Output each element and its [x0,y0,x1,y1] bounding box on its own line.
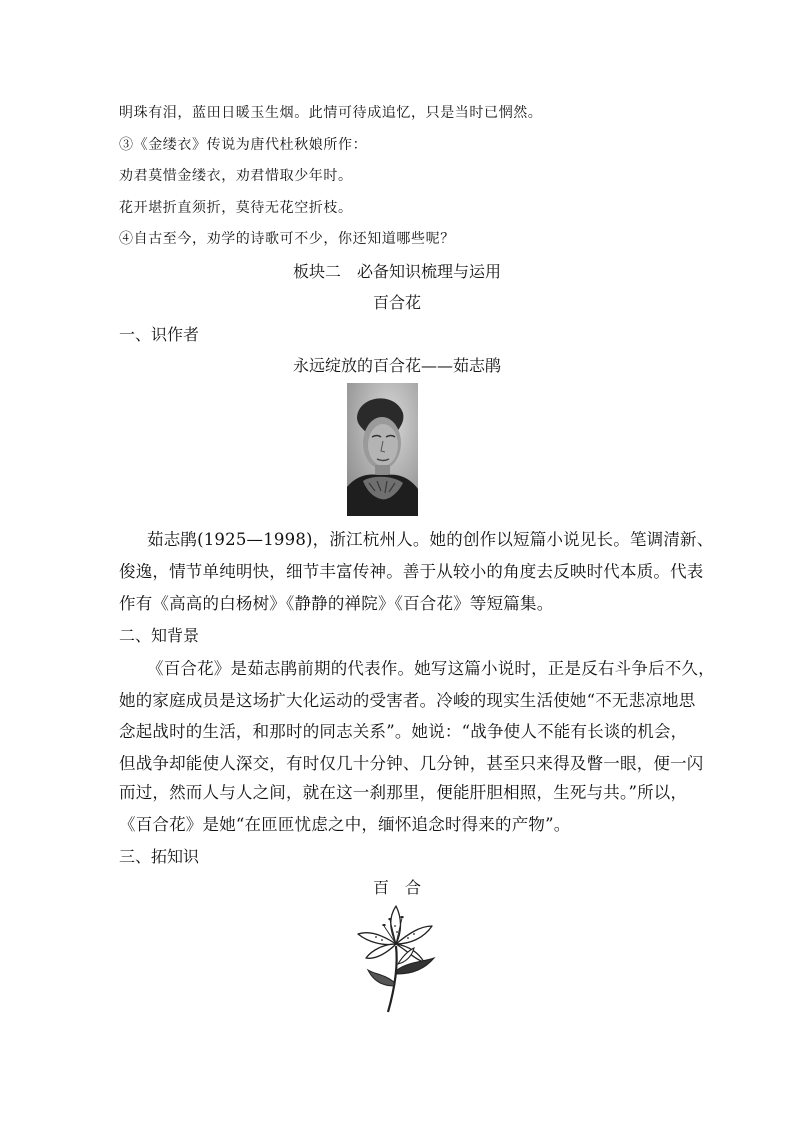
lily-flower-illustration [354,904,438,1014]
poem-line-1: 明珠有泪，蓝田日暖玉生烟。此情可待成追忆，只是当时已惘然。 [119,105,543,121]
author-paragraph-line-2: 俊逸，情节单纯明快，细节丰富传神。善于从较小的角度去反映时代本质。代表 [119,562,704,581]
section-title: 板块二 必备知识梳理与运用 [292,262,501,281]
background-line-2: 她的家庭成员是这场扩大化运动的受害者。冷峻的现实生活使她“不无悲凉地思 [119,691,696,710]
poem-line-4: 花开堪折直须折，莫待无花空折枝。 [119,200,353,216]
background-line-6: 《百合花》是她“在匝匝忧虑之中，缅怀追念时得来的产物”。 [119,815,571,834]
author-paragraph-line-1: 茹志鹃(1925—1998)，浙江杭州人。她的创作以短篇小说见长。笔调清新、 [147,530,714,549]
author-heading: 一、识作者 [119,325,200,344]
background-heading: 二、知背景 [119,626,200,645]
author-caption: 永远绽放的百合花——茹志鹃 [292,356,501,375]
author-portrait [347,383,418,516]
lily-title: 百 合 [372,878,421,897]
author-paragraph-line-3: 作有《高高的白杨树》《静静的禅院》《百合花》等短篇集。 [119,594,554,613]
background-line-3: 念起战时的生活，和那时的同志关系”。她说：“战争使人不能有长谈的机会， [119,722,688,741]
poem-line-3: 劝君莫惜金缕衣，劝君惜取少年时。 [119,168,353,184]
background-line-4: 但战争却能使人深交，有时仅几十分钟、几分钟，甚至只来得及瞥一眼，便一闪 [119,754,704,773]
poem-line-2: ③《金缕衣》传说为唐代杜秋娘所作： [119,137,368,153]
section-subtitle: 百合花 [372,293,421,312]
background-line-5: 而过，然而人与人之间，就在这一刹那里，便能肝胆相照，生死与共。”所以， [119,783,688,802]
poem-line-5: ④自古至今，劝学的诗歌可不少，你还知道哪些呢？ [119,231,455,247]
extend-heading: 三、拓知识 [119,847,200,866]
background-line-1: 《百合花》是茹志鹃前期的代表作。她写这篇小说时，正是反右斗争后不久， [147,659,715,678]
